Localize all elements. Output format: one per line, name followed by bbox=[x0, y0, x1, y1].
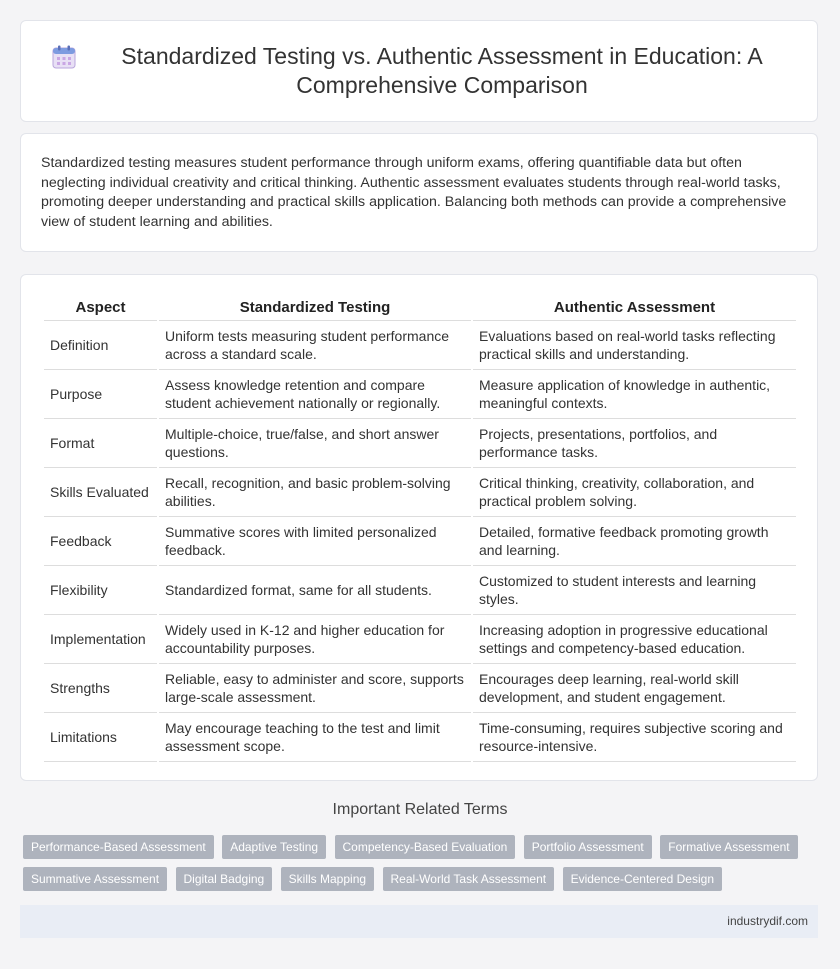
table-row bbox=[44, 370, 796, 419]
related-term-tag[interactable]: Skills Mapping bbox=[281, 867, 374, 891]
aspect-cell: Purpose bbox=[44, 370, 157, 419]
standardized-cell: Uniform tests measuring student performance across a standard scale. bbox=[159, 321, 471, 370]
header-card bbox=[20, 20, 818, 122]
intro-paragraph: Standardized testing measures student performance through uniform exams, offering quantifiable data but often neglecting individual creativity and critical thinking. Authentic assessment evaluates students through real-world tasks, promoting deeper understanding and practical skills application. Balancing both methods can provide a comprehensive view of student learning and abilities. bbox=[41, 155, 787, 230]
standardized-cell: Multiple-choice, true/false, and short answer questions. bbox=[159, 419, 471, 468]
related-term-tag[interactable]: Summative Assessment bbox=[23, 867, 167, 891]
related-term-tag[interactable]: Digital Badging bbox=[176, 867, 273, 891]
related-term-tag[interactable]: Competency-Based Evaluation bbox=[335, 835, 516, 859]
table-row bbox=[44, 517, 796, 566]
aspect-cell: Flexibility bbox=[44, 566, 157, 615]
calendar-icon bbox=[51, 44, 77, 70]
related-terms-list bbox=[23, 835, 823, 899]
aspect-cell: Definition bbox=[44, 321, 157, 370]
table-row bbox=[44, 566, 796, 615]
intro-card bbox=[20, 133, 818, 252]
aspect-cell: Skills Evaluated bbox=[44, 468, 157, 517]
authentic-cell: Projects, presentations, portfolios, and performance tasks. bbox=[473, 419, 796, 468]
comparison-table bbox=[42, 294, 798, 762]
table-row bbox=[44, 468, 796, 517]
footer-site-link[interactable]: industrydif.com bbox=[727, 914, 808, 928]
footer bbox=[20, 905, 818, 938]
table-row bbox=[44, 713, 796, 762]
table-row bbox=[44, 419, 796, 468]
table-header-row bbox=[44, 294, 796, 321]
authentic-cell: Customized to student interests and learning styles. bbox=[473, 566, 796, 615]
related-term-tag[interactable]: Performance-Based Assessment bbox=[23, 835, 214, 859]
authentic-cell: Critical thinking, creativity, collaboration, and practical problem solving. bbox=[473, 468, 796, 517]
table-row bbox=[44, 321, 796, 370]
related-term-tag[interactable]: Adaptive Testing bbox=[222, 835, 326, 859]
authentic-cell: Increasing adoption in progressive educational settings and competency-based education. bbox=[473, 615, 796, 664]
column-header-standardized: Standardized Testing bbox=[159, 294, 471, 321]
aspect-cell: Feedback bbox=[44, 517, 157, 566]
authentic-cell: Measure application of knowledge in authentic, meaningful contexts. bbox=[473, 370, 796, 419]
aspect-cell: Limitations bbox=[44, 713, 157, 762]
authentic-cell: Encourages deep learning, real-world skill development, and student engagement. bbox=[473, 664, 796, 713]
authentic-cell: Detailed, formative feedback promoting growth and learning. bbox=[473, 517, 796, 566]
column-header-authentic: Authentic Assessment bbox=[473, 294, 796, 321]
standardized-cell: Widely used in K-12 and higher education for accountability purposes. bbox=[159, 615, 471, 664]
comparison-table-card bbox=[20, 274, 818, 781]
aspect-cell: Format bbox=[44, 419, 157, 468]
page-title: Standardized Testing vs. Authentic Assessment in Education: A Comprehensive Comparison bbox=[121, 43, 763, 98]
standardized-cell: Recall, recognition, and basic problem-solving abilities. bbox=[159, 468, 471, 517]
authentic-cell: Time-consuming, requires subjective scoring and resource-intensive. bbox=[473, 713, 796, 762]
standardized-cell: Reliable, easy to administer and score, supports large-scale assessment. bbox=[159, 664, 471, 713]
column-header-aspect: Aspect bbox=[44, 294, 157, 321]
table-row bbox=[44, 615, 796, 664]
standardized-cell: May encourage teaching to the test and limit assessment scope. bbox=[159, 713, 471, 762]
related-term-tag[interactable]: Real-World Task Assessment bbox=[383, 867, 555, 891]
authentic-cell: Evaluations based on real-world tasks reflecting practical skills and understanding. bbox=[473, 321, 796, 370]
related-term-tag[interactable]: Evidence-Centered Design bbox=[563, 867, 722, 891]
related-terms-heading: Important Related Terms bbox=[332, 801, 508, 818]
standardized-cell: Standardized format, same for all students. bbox=[159, 566, 471, 615]
standardized-cell: Assess knowledge retention and compare student achievement nationally or regionally. bbox=[159, 370, 471, 419]
related-term-tag[interactable]: Formative Assessment bbox=[660, 835, 797, 859]
related-term-tag[interactable]: Portfolio Assessment bbox=[524, 835, 652, 859]
standardized-cell: Summative scores with limited personalized feedback. bbox=[159, 517, 471, 566]
table-row bbox=[44, 664, 796, 713]
aspect-cell: Strengths bbox=[44, 664, 157, 713]
aspect-cell: Implementation bbox=[44, 615, 157, 664]
